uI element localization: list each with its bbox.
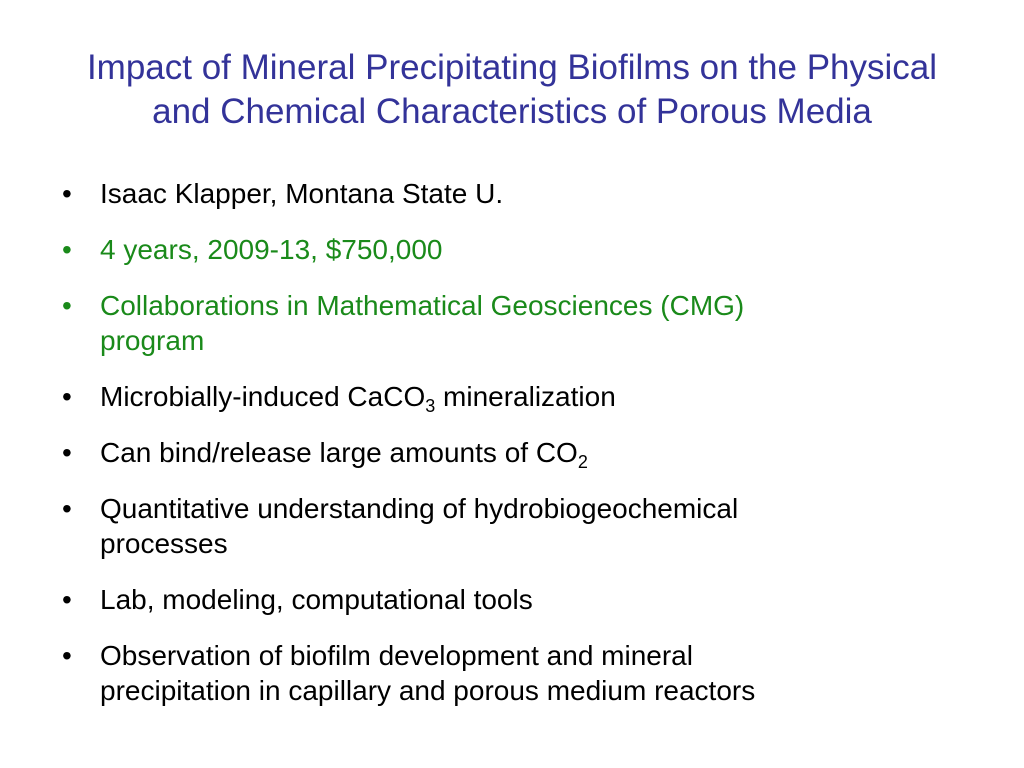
title-line-2: and Chemical Characteristics of Porous Media [152,92,872,131]
bullet-text: Lab, modeling, computational tools [100,584,533,615]
bullet-dot: • [62,178,72,209]
bullet-text: Isaac Klapper, Montana State U. [100,178,504,209]
bullet-text-pre: Microbially-induced CaCO [100,381,426,412]
bullet-tools [60,582,1000,617]
bullet-program [60,288,1000,358]
bullet-duration-funding [60,232,1000,267]
slide-title [0,46,1024,134]
bullet-dot: • [62,493,72,524]
bullet-dot: • [62,381,72,412]
bullet-text-line-1: Quantitative understanding of hydrobiogeochemical [100,493,739,524]
bullet-quantitative [60,491,1000,561]
title-line-1: Impact of Mineral Precipitating Biofilms on the Physical [86,48,938,87]
bullet-investigator [60,176,1000,211]
bullet-text-post: mineralization [435,381,616,412]
subscript: 2 [577,452,588,472]
bullet-text: 4 years, 2009-13, $750,000 [100,234,443,265]
bullet-text-line-2: precipitation in capillary and porous medium reactors [100,675,756,706]
bullet-list [60,176,1000,729]
bullet-observation [60,638,1000,708]
bullet-mineralization [60,379,1000,414]
bullet-co2 [60,435,1000,470]
bullet-text-line-1: Observation of biofilm development and mineral [100,640,693,671]
bullet-dot: • [62,437,72,468]
bullet-dot: • [62,584,72,615]
bullet-text-pre: Can bind/release large amounts of CO [100,437,578,468]
bullet-text-line-2: program [100,325,205,356]
bullet-dot: • [62,640,72,671]
bullet-dot: • [62,234,72,265]
subscript: 3 [425,396,436,416]
bullet-text-line-1: Collaborations in Mathematical Geosciences (CMG) [100,290,745,321]
bullet-dot: • [62,290,72,321]
bullet-text-line-2: processes [100,528,228,559]
